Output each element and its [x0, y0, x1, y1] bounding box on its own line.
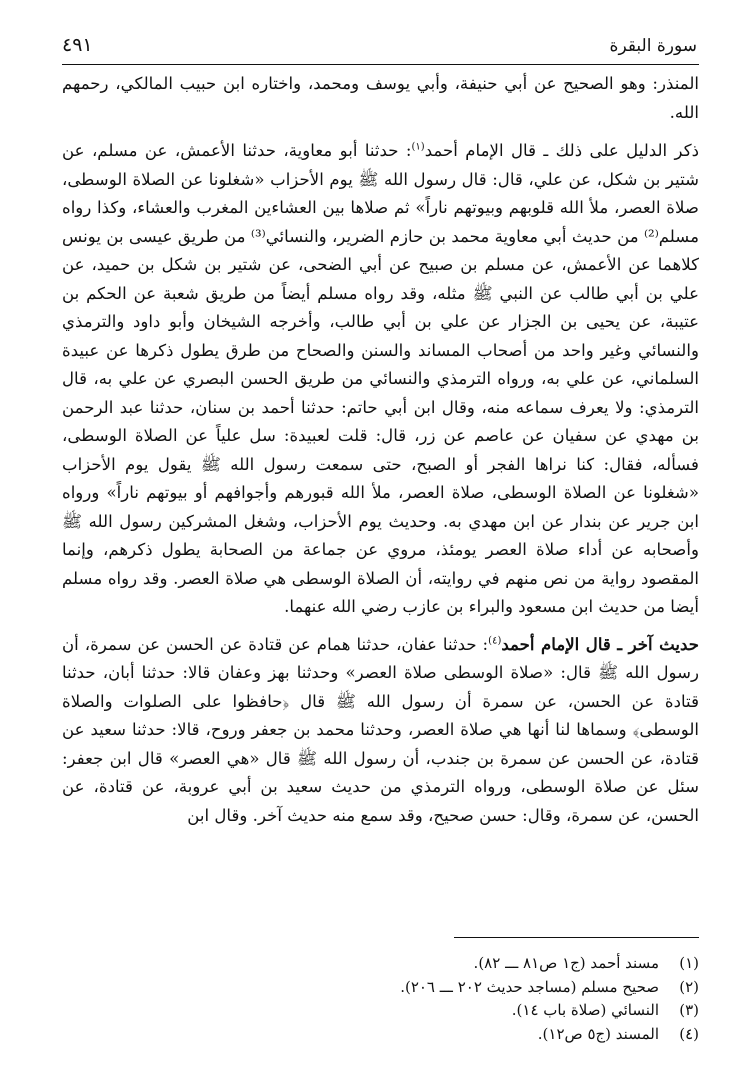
footnote-text: مسند أحمد (ج١ ص٨١ ـــ ٨٢). — [473, 954, 659, 972]
page-number: ٤٩١ — [62, 34, 93, 56]
footnote-item — [199, 1023, 699, 1047]
paragraph-2-text: : حدثنا أبو معاوية، حدثنا الأعمش، عن مسلم، عن شتير بن شكل، عن علي، قال: قال رسول الله ﷺ يوم الأحزاب «شغلونا عن الصلاة الوسطى، صلاة العصر، ملأ الله قلوبهم وبيوتهم ناراً» ثم صلاها بين العشاءين المغرب والعشاء، وكذا رواه مسلم⁽²⁾ من حديث أبي معاوية محمد بن حازم الضرير، والنسائي⁽³⁾ من طريق عيسى بن يونس كلاهما عن الأعمش، عن مسلم بن صبيح عن أبي الضحى، عن شتير بن شكل بن حميد، عن علي بن أبي طالب عن النبي ﷺ مثله، وقد رواه مسلم أيضاً من طريق شعبة عن الحكم بن عتيبة، عن يحيى بن الجزار عن علي بن أبي طالب، وأخرجه الشيخان وأبو داود والترمذي والنسائي وغير واحد من أصحاب المساند والسنن والصحاح من طرق يطول ذكرها عن عبيدة السلماني، عن علي به، ورواه الترمذي والنسائي من طريق الحسن البصري عن علي به، قال الترمذي: ولا يعرف سماعه منه، وقال ابن أبي حاتم: حدثنا أحمد بن سنان، حدثنا عبد الرحمن بن مهدي عن سفيان عن عاصم عن زر، قال: قلت لعبيدة: سل علياً عن الصلاة الوسطى، فسأله، فقال: كنا نراها الفجر أو الصبح، حتى سمعت رسول الله ﷺ يقول يوم الأحزاب «شغلونا عن الصلاة الوسطى، صلاة العصر، ملأ الله قبورهم وأجوافهم أو بيوتهم ناراً» ورواه ابن جرير عن بندار عن ابن مهدي به. وحديث يوم الأحزاب، وشغل المشركين رسول الله ﷺ وأصحابه عن أداء صلاة العصر يومئذ، مروي عن جماعة من الصحابة يطول ذكرهم، وإنما المقصود رواية من نص منهم في روايته، أن الصلاة الوسطى هي صلاة العصر. وقد رواه مسلم أيضا من حديث ابن مسعود والبراء بن عازب رضي الله عنهما. — [62, 141, 699, 616]
surah-title: سورة البقرة — [609, 36, 697, 56]
footnote-text: النسائي (صلاة باب ١٤). — [511, 1001, 659, 1019]
footnote-ref-4[interactable]: (٤) — [488, 634, 502, 646]
paragraph-3-text: : حدثنا عفان، حدثنا همام عن قتادة عن الحسن عن سمرة، أن رسول الله ﷺ قال: «صلاة الوسطى صلاة العصر» وحدثنا بهز وعفان قالا: حدثنا أبان، حدثنا قتادة عن الحسن، عن سمرة أن رسول الله ﷺ قال ﴿حافظوا على الصلوات والصلاة الوسطى﴾ وسماها لنا أنها هي صلاة العصر، وحدثنا محمد بن جعفر وروح، قالا: حدثنا سعيد عن قتادة، عن الحسن عن سمرة بن جندب، أن رسول الله ﷺ قال «هي العصر» قال ابن جعفر: سئل عن صلاة الوسطى، ورواه الترمذي من حديث سعيد بن أبي عروبة، عن قتادة، عن الحسن، عن سمرة، وقال: حسن صحيح، وقد سمع منه حديث آخر. وقال ابن — [62, 634, 699, 825]
paragraph-3-lead: حديث آخر ـ قال الإمام أحمد — [501, 633, 699, 654]
paragraph-2-lead: ذكر الدليل على ذلك ـ قال الإمام أحمد — [424, 141, 699, 160]
footnote-item — [199, 952, 699, 976]
paragraph-1-text: المنذر: وهو الصحيح عن أبي حنيفة، وأبي يوسف ومحمد، واختاره ابن حبيب المالكي، رحمهم الله. — [62, 74, 699, 122]
footnote-number: (٣) — [679, 1001, 699, 1019]
footnote-number: (٤) — [679, 1024, 699, 1043]
footnote-ref-1[interactable]: (١) — [411, 141, 425, 153]
footnote-text: المسند (ج٥ ص١٢). — [537, 1024, 659, 1043]
paragraph-3 — [62, 630, 699, 831]
main-text — [62, 70, 699, 830]
paragraph-2 — [62, 137, 699, 622]
footnote-item — [199, 999, 699, 1023]
paragraph-1 — [62, 70, 699, 127]
footnote-item — [199, 976, 699, 1000]
page-header — [62, 34, 697, 62]
header-rule — [62, 64, 699, 65]
footnote-rule — [454, 937, 699, 938]
footnote-text: صحيح مسلم (مساجد حديث ٢٠٢ ـــ ٢٠٦). — [400, 977, 659, 996]
footnote-number: (١) — [679, 954, 699, 972]
footnotes — [199, 952, 699, 1046]
footnote-number: (٢) — [679, 977, 699, 996]
